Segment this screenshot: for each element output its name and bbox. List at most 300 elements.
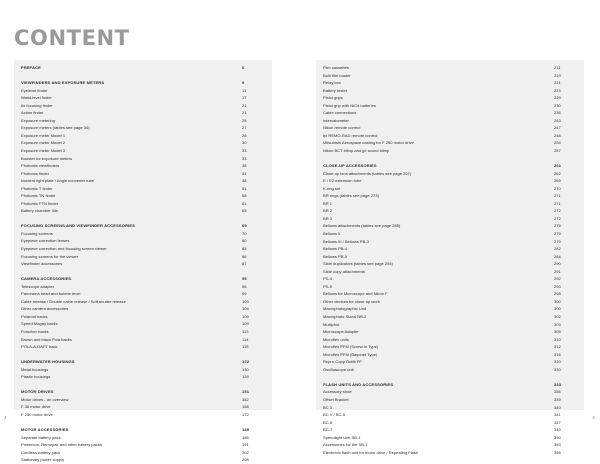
toc-entry-label: PS-5 — [323, 283, 332, 289]
toc-page-number: 33 — [242, 147, 247, 153]
toc-entry-label: BC-7 — [323, 427, 333, 433]
toc-entry-label: BC-6 — [323, 419, 333, 425]
toc-entry-label: Macrophotographic Unit — [323, 306, 366, 312]
toc-page-number: 103 — [242, 298, 249, 304]
toc-page-number: 349 — [554, 427, 561, 433]
toc-section-row[interactable] — [323, 162, 576, 170]
folio-right: 5 — [592, 415, 595, 420]
toc-entry-label: Pistol grip with NiCd batteries — [323, 102, 376, 108]
toc-entry-row[interactable] — [21, 320, 264, 328]
toc-page-number: 38 — [242, 163, 247, 169]
toc-entry-row[interactable] — [21, 456, 264, 464]
toc-entry-label: Exposure meters (tables see page 34) — [21, 125, 90, 131]
toc-page-number: 271 — [554, 193, 561, 199]
toc-entry-label: E / E2 extension tube — [323, 178, 362, 184]
toc-entry-row[interactable] — [323, 222, 576, 230]
toc-entry-label: Booster for exposure meters — [21, 155, 73, 161]
toc-entry-label: Microflex units — [323, 336, 349, 342]
toc-page-number: 243 — [554, 117, 561, 123]
toc-section-row[interactable] — [21, 426, 264, 434]
toc-entry-row[interactable] — [323, 351, 576, 359]
toc-page-number: 87 — [242, 261, 247, 267]
toc-page-number: 312 — [554, 344, 561, 350]
toc-entry-label: Close-up lens attachments (tables see page 267) — [323, 170, 412, 176]
left-page — [0, 0, 300, 463]
toc-page-number: 270 — [554, 185, 561, 191]
toc-page-number: 130 — [242, 366, 249, 372]
toc-entry-row[interactable] — [21, 155, 264, 163]
toc-entry-label: Panorama head and bubble level — [21, 291, 81, 297]
toc-entry-row[interactable] — [323, 343, 576, 351]
toc-entry-row[interactable] — [21, 343, 264, 351]
toc-entry-label: Exposure meter Model 1 — [21, 132, 66, 138]
toc-entry-row[interactable] — [21, 177, 264, 185]
toc-entry-row[interactable] — [323, 87, 576, 95]
toc-entry-row[interactable] — [323, 411, 576, 419]
toc-page-number: 355 — [554, 449, 561, 455]
toc-page-number: 86 — [242, 253, 247, 259]
toc-entry-label: Cable connections — [323, 110, 357, 116]
toc-page-number: 186 — [242, 434, 249, 440]
toc-page-number: 272 — [554, 208, 561, 214]
toc-page-number: 279 — [554, 230, 561, 236]
toc-page-number: 11 — [242, 87, 247, 93]
toc-entry-row[interactable] — [323, 170, 576, 178]
toc-entry-label: Mitsubishi Aerospace casting for F 250 motor drive — [323, 140, 414, 146]
toc-page-number: 271 — [554, 200, 561, 206]
toc-section-row[interactable] — [21, 388, 264, 396]
toc-entry-label: Accessory shoe — [323, 389, 352, 395]
toc-entry-row[interactable] — [21, 147, 264, 155]
toc-page-number: 27 — [242, 125, 247, 131]
toc-entry-row[interactable] — [21, 94, 264, 102]
toc-page-number: 21 — [242, 110, 247, 116]
toc-entry-label: BR 2 — [323, 208, 332, 214]
toc-page-number: 95 — [242, 276, 247, 282]
toc-page-number: 202 — [242, 449, 249, 455]
toc-page-number: 21 — [242, 102, 247, 108]
toc-page-number: 284 — [554, 253, 561, 259]
toc-entry-label: Cable release / Double cable release / Soft shutter release — [21, 298, 126, 304]
toc-entry-label: Bellows II — [323, 230, 341, 236]
toc-entry-label: Accessories for the SB-1 — [323, 442, 368, 448]
toc-entry-row[interactable] — [323, 147, 576, 155]
toc-page-number: 139 — [242, 374, 249, 380]
toc-page-number: 353 — [554, 442, 561, 448]
toc-entry-row[interactable] — [323, 215, 576, 223]
toc-spacer — [323, 373, 576, 381]
toc-entry-label: Motor drives - an overview — [21, 396, 69, 402]
toc-page-number: 41 — [242, 170, 247, 176]
toc-entry-label: Oscilloscope unit — [323, 366, 354, 372]
toc-page-number: 65 — [242, 208, 247, 214]
toc-page-number: 17 — [242, 95, 247, 101]
toc-entry-label: Forscher backs — [21, 329, 49, 334]
toc-entry-row[interactable] — [323, 290, 576, 298]
toc-section-row[interactable] — [21, 79, 264, 87]
toc-entry-label: Exposure metering — [21, 117, 55, 123]
toc-entry-label: Viewfinder accessories — [21, 261, 63, 267]
toc-entry-row[interactable] — [323, 117, 576, 125]
toc-page-number: 172 — [242, 411, 249, 417]
toc-entry-label: Focusing screens — [21, 230, 53, 236]
toc-entry-row[interactable] — [21, 192, 264, 200]
toc-entry-row[interactable] — [323, 139, 576, 147]
toc-entry-row[interactable] — [323, 260, 576, 268]
toc-entry-row[interactable] — [21, 200, 264, 208]
toc-spacer — [21, 351, 264, 359]
toc-entry-row[interactable] — [323, 268, 576, 276]
toc-page-number: 185 — [242, 426, 250, 432]
toc-page-number: 347 — [554, 419, 561, 425]
toc-entry-row[interactable] — [323, 192, 576, 200]
toc-entry-row[interactable] — [21, 260, 264, 268]
toc-list-right — [323, 64, 576, 456]
toc-page-number: 69 — [242, 223, 247, 229]
toc-entry-row[interactable] — [21, 237, 264, 245]
toc-entry-label: Offset Bracket — [323, 396, 349, 402]
toc-page-number: 247 — [554, 125, 561, 131]
toc-entry-row[interactable] — [323, 305, 576, 313]
toc-page-number: 6 — [242, 65, 245, 70]
toc-section-label: MOTOR ACCESSORIES — [21, 426, 69, 432]
toc-entry-label: K-ring set — [323, 185, 341, 191]
toc-entry-label: Exposure meter Model 2 — [21, 140, 66, 146]
toc-entry-row[interactable] — [323, 313, 576, 321]
toc-page-number: 300 — [554, 298, 561, 304]
toc-entry-label: Eyelevel finder — [21, 87, 48, 93]
toc-entry-row[interactable] — [21, 411, 264, 419]
toc-entry-label: Speedlight Unit SB-1 — [323, 434, 361, 440]
toc-section-row[interactable] — [21, 358, 264, 366]
toc-page-number: 51 — [242, 185, 247, 191]
toc-entry-row[interactable] — [323, 283, 576, 291]
toc-page-number: 261 — [554, 163, 562, 169]
toc-entry-label: Nikon BCT blimp and jpi sound blimp — [323, 148, 390, 154]
toc-page-number: 330 — [554, 366, 561, 372]
toc-page-number: 113 — [242, 329, 249, 334]
toc-entry-row[interactable] — [323, 366, 576, 374]
toc-page-number: 279 — [554, 238, 561, 244]
toc-entry-label: Exposure meter Model 3 — [21, 147, 66, 153]
toc-page-number: 282 — [554, 246, 561, 252]
toc-page-number: 254 — [554, 140, 561, 146]
toc-entry-label: Telescope adapter — [21, 283, 55, 289]
toc-entry-label: BC 3 — [323, 404, 332, 410]
toc-entry-label: Eyepiece correction lenses — [21, 238, 70, 244]
toc-entry-row[interactable] — [323, 298, 576, 306]
toc-entry-label: PS-4 — [323, 276, 332, 282]
toc-page-number: 28 — [242, 132, 247, 138]
toc-page-number: 350 — [554, 434, 561, 440]
toc-section-label: CAMERA ACCESSORIES — [21, 276, 72, 282]
toc-page-number: 230 — [554, 102, 561, 108]
toc-entry-label: Other devices for close-up work — [323, 298, 380, 304]
toc-page-number: 85 — [242, 246, 247, 252]
toc-entry-row[interactable] — [21, 102, 264, 110]
toc-page-number: 152 — [242, 396, 249, 402]
toc-entry-row[interactable] — [21, 449, 264, 457]
toc-entry-row[interactable] — [323, 94, 576, 102]
toc-spacer — [21, 215, 264, 223]
toc-entry-label: Speed Magny backs — [21, 321, 58, 327]
right-page — [300, 0, 600, 455]
toc-page-number: 114 — [242, 336, 249, 342]
toc-page-number: 25 — [242, 117, 247, 123]
toc-entry-row[interactable] — [323, 328, 576, 336]
toc-section-label: UNDERWATER HOUSINGS — [21, 359, 75, 365]
toc-entry-label: Photomic finder — [21, 170, 50, 176]
toc-entry-label: Multiphot — [323, 321, 340, 327]
toc-page-number: 58 — [242, 193, 247, 199]
toc-spacer — [21, 418, 264, 426]
toc-section-label: FOCUSING SCREENS AND VIEWFINDER ACCESSORIES — [21, 223, 135, 229]
toc-entry-label: Bellows for Microscope and Nikon F — [323, 291, 388, 297]
toc-page-number: 300 — [554, 306, 561, 312]
toc-entry-label: Bellows PB-4 — [323, 246, 348, 252]
toc-entry-label: F 36 motor drive — [21, 404, 51, 410]
toc-page-number: 223 — [554, 87, 561, 93]
toc-entry-row[interactable] — [323, 79, 576, 87]
toc-entry-row[interactable] — [323, 102, 576, 110]
toc-entry-label: Film cassettes — [323, 65, 349, 70]
toc-page-number: 320 — [554, 359, 561, 365]
toc-entry-label: Photomic FTN finder — [21, 200, 59, 206]
toc-page-number: 96 — [242, 283, 247, 289]
toc-page-number: 80 — [242, 238, 247, 244]
toc-entry-row[interactable] — [21, 132, 264, 140]
page-title: CONTENT — [14, 26, 130, 50]
toc-page-number: 336 — [554, 389, 561, 395]
toc-entry-label: Slide copy attachments — [323, 268, 365, 274]
toc-entry-row[interactable] — [21, 253, 264, 261]
toc-page-number: 151 — [242, 389, 250, 395]
toc-page-number: 219 — [554, 72, 561, 78]
toc-entry-label: Bellows attachments (tables see page 285) — [323, 223, 401, 229]
toc-page-number: 30 — [242, 140, 247, 146]
toc-page-number: 221 — [554, 80, 561, 86]
toc-page-number: 290 — [554, 261, 561, 267]
toc-entry-row[interactable] — [323, 449, 576, 457]
toc-entry-row[interactable] — [323, 419, 576, 427]
toc-entry-label: Brown and black Pola backs — [21, 336, 72, 342]
toc-entry-row[interactable] — [21, 328, 264, 336]
toc-entry-row[interactable] — [21, 139, 264, 147]
toc-entry-label: Waist-level finder — [21, 95, 52, 101]
toc-entry-label: Repro-Copy Outfit PF — [323, 359, 362, 365]
toc-page-number: 292 — [554, 276, 561, 282]
toc-entry-label: Slide duplicators (tables see page 294) — [323, 261, 393, 267]
toc-entry-row[interactable] — [323, 396, 576, 404]
toc-entry-row[interactable] — [323, 132, 576, 140]
toc-page-number: 269 — [554, 178, 561, 184]
toc-entry-row[interactable] — [21, 403, 264, 411]
toc-page-number: 298 — [554, 291, 561, 297]
folio-left: 4 — [4, 415, 7, 420]
toc-entry-row[interactable] — [21, 87, 264, 95]
toc-entry-label: Separate battery pack — [21, 434, 61, 440]
toc-page-number: 341 — [554, 412, 561, 418]
toc-entry-row[interactable] — [21, 207, 264, 215]
toc-entry-label: Metal housings — [21, 366, 49, 372]
toc-entry-label: F 250 motor drive — [21, 411, 53, 417]
toc-entry-row[interactable] — [323, 124, 576, 132]
toc-entry-row[interactable] — [21, 117, 264, 125]
toc-panel-left — [14, 60, 272, 463]
toc-entry-label: tpi REMO-RAD remote control — [323, 132, 378, 138]
toc-entry-label: Battery chamber lids — [21, 208, 58, 214]
toc-entry-row[interactable] — [21, 373, 264, 381]
toc-entry-row[interactable] — [323, 109, 576, 117]
toc-entry-row[interactable] — [323, 321, 576, 329]
toc-entry-label: BR rings (tables see page 273) — [323, 193, 379, 199]
toc-entry-row[interactable] — [323, 238, 576, 246]
toc-page-number: 316 — [554, 351, 561, 357]
toc-entry-row[interactable] — [323, 207, 576, 215]
toc-entry-label: Cordless battery pack — [21, 449, 61, 455]
toc-entry-row[interactable] — [21, 366, 264, 374]
toc-entry-label: Polaroid backs — [21, 313, 48, 319]
toc-entry-label: BR 3 — [323, 215, 332, 221]
toc-entry-row[interactable] — [323, 185, 576, 193]
toc-section-label: CLOSE-UP ACCESSORIES — [323, 163, 377, 169]
toc-entry-row[interactable] — [21, 313, 264, 321]
toc-entry-label: Intervalometer — [323, 117, 349, 123]
toc-entry-label: Focusing screens for the viewer — [21, 253, 79, 259]
toc-page-number: 305 — [554, 329, 561, 335]
toc-panel-right — [316, 60, 584, 455]
toc-entry-label: Photomic TN finder — [21, 193, 56, 199]
toc-entry-label: Stationary power supply — [21, 457, 65, 463]
toc-entry-label: BR 1 — [323, 200, 332, 206]
toc-page-number: 303 — [554, 321, 561, 327]
toc-page-number: 275 — [554, 223, 561, 229]
toc-entry-row[interactable] — [323, 177, 576, 185]
toc-page-number: 104 — [242, 306, 249, 312]
toc-entry-label: Electronic flash unit for motor drive / Repeating Flash — [323, 449, 419, 455]
toc-entry-row[interactable] — [21, 298, 264, 306]
toc-entry-row[interactable] — [21, 336, 264, 344]
toc-entry-row[interactable] — [323, 275, 576, 283]
toc-entry-row[interactable] — [21, 396, 264, 404]
toc-page-number: 333 — [554, 381, 562, 387]
toc-page-number: 115 — [242, 344, 249, 350]
toc-section-row[interactable] — [21, 275, 264, 283]
toc-entry-row[interactable] — [21, 245, 264, 253]
toc-entry-label: Eyepiece correction and focusing screen viewer — [21, 246, 107, 252]
toc-entry-label: Nikon remote control — [323, 125, 361, 131]
toc-page-number: 272 — [554, 215, 561, 221]
toc-entry-label: BC V / BC-5 — [323, 412, 346, 418]
toc-entry-row[interactable] — [323, 336, 576, 344]
toc-entry-row[interactable] — [323, 434, 576, 442]
toc-entry-row[interactable] — [323, 72, 576, 80]
toc-entry-row[interactable] — [323, 426, 576, 434]
toc-page-number: 109 — [242, 313, 249, 319]
toc-entry-row[interactable] — [323, 388, 576, 396]
toc-entry-row[interactable] — [21, 434, 264, 442]
toc-entry-label: Bellows PB-5 — [323, 253, 348, 259]
toc-entry-label: POLA-A-DAPT back — [21, 344, 58, 350]
toc-entry-label: Action finder — [21, 110, 44, 116]
toc-section-label: MOTOR DRIVES — [21, 389, 54, 395]
toc-entry-label: Incident light plate / Angle converter tube — [21, 178, 95, 184]
toc-entry-row[interactable] — [323, 200, 576, 208]
toc-page-number: 262 — [554, 170, 561, 176]
toc-entry-label: Photomic viewfinders — [21, 163, 60, 169]
toc-entry-label: Microscope Adapter — [323, 329, 359, 335]
toc-section-label: FLASH UNITS AND ACCESSORIES — [323, 381, 394, 387]
toc-page-number: 122 — [242, 359, 250, 365]
toc-entry-row[interactable] — [323, 358, 576, 366]
toc-page-number: 339 — [554, 396, 561, 402]
toc-page-number: 248 — [554, 132, 561, 138]
toc-section-label: VIEWFINDERS AND EXPOSURE METERS — [21, 80, 105, 86]
toc-entry-row[interactable] — [21, 290, 264, 298]
toc-entry-label: Microflex PFM (Bayonet Type) — [323, 351, 378, 357]
toc-page-number: 48 — [242, 178, 247, 184]
toc-page-number: 33 — [242, 155, 247, 161]
toc-spacer — [323, 155, 576, 163]
toc-page-number: 109 — [242, 321, 249, 327]
toc-entry-label: Bellows III / Bellows PB-3 — [323, 238, 369, 244]
toc-page-number: 99 — [242, 291, 247, 297]
toc-page-number: 340 — [554, 404, 561, 410]
toc-spacer — [21, 72, 264, 80]
toc-entry-row[interactable] — [323, 253, 576, 261]
toc-entry-row[interactable] — [323, 64, 576, 72]
toc-spacer — [21, 268, 264, 276]
toc-entry-row[interactable] — [323, 230, 576, 238]
toc-entry-row[interactable] — [21, 185, 264, 193]
toc-page-number: 302 — [554, 314, 561, 319]
toc-entry-row[interactable] — [323, 441, 576, 449]
toc-entry-label: 6x focusing finder — [21, 102, 53, 108]
toc-entry-row[interactable] — [21, 305, 264, 313]
toc-page-number: 9 — [242, 80, 245, 86]
toc-page-number: 70 — [242, 230, 247, 236]
toc-section-row[interactable] — [323, 381, 576, 389]
toc-section-label: PREFACE — [21, 65, 41, 70]
toc-entry-row[interactable] — [21, 230, 264, 238]
toc-page-number: 211 — [554, 65, 561, 70]
toc-entry-label: Relay box — [323, 80, 341, 86]
toc-entry-row[interactable] — [323, 404, 576, 412]
toc-entry-label: Powercon, Remopak and other battery packs — [21, 442, 102, 448]
toc-entry-label: Microflex PFM (Screw-in Type) — [323, 344, 379, 350]
toc-entry-row[interactable] — [21, 124, 264, 132]
toc-page-number: 191 — [242, 442, 249, 448]
toc-entry-label: Pistol grips — [323, 95, 343, 101]
toc-list-left — [21, 64, 264, 464]
toc-section-row[interactable] — [21, 64, 264, 72]
toc-page-number: 293 — [554, 283, 561, 289]
toc-entry-row[interactable] — [21, 441, 264, 449]
toc-page-number: 310 — [554, 336, 561, 342]
toc-entry-row[interactable] — [323, 245, 576, 253]
toc-entry-row[interactable] — [21, 283, 264, 291]
toc-page-number: 235 — [554, 110, 561, 116]
toc-entry-label: Photomic T finder — [21, 185, 53, 191]
toc-entry-row[interactable] — [21, 109, 264, 117]
toc-entry-row[interactable] — [21, 162, 264, 170]
toc-entry-row[interactable] — [21, 170, 264, 178]
toc-entry-label: Bulk film loader — [323, 72, 351, 78]
toc-section-row[interactable] — [21, 222, 264, 230]
toc-page-number: 229 — [554, 95, 561, 101]
toc-page-number: 61 — [242, 200, 247, 206]
toc-page-number: 158 — [242, 404, 249, 410]
